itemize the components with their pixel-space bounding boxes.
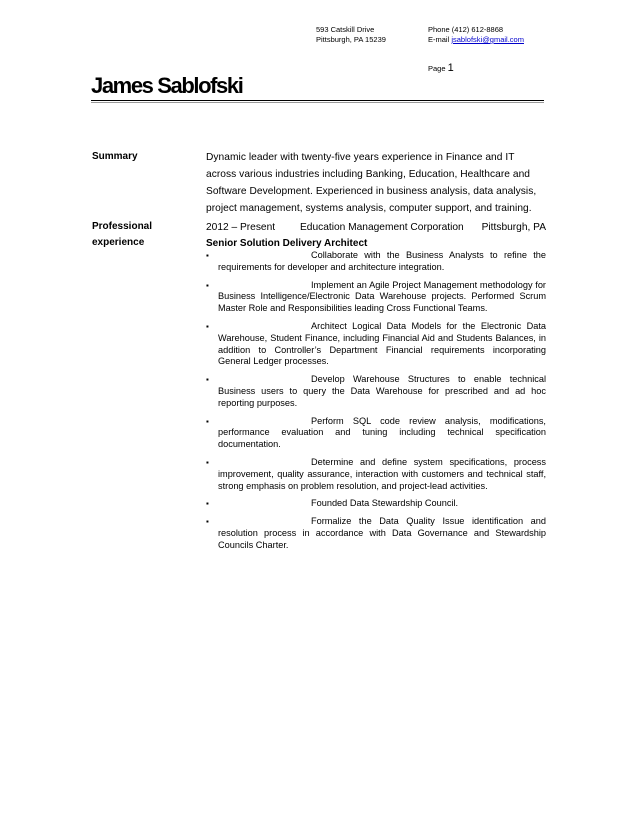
bullet-icon: ▪ [206,375,209,385]
bullet-icon: ▪ [206,499,209,509]
bullet-text: Develop Warehouse Structures to enable technical Business users to query the Data Warehouse for prescribed and ad hoc reporting purposes. [218,374,546,408]
page-number: 1 [447,62,454,74]
phone-line: Phone (412) 612-8868 [428,25,504,34]
email-line [428,35,524,45]
job-title: Senior Solution Delivery Architect [206,238,368,249]
bullet-text: Perform SQL code review analysis, modifications, performance evaluation and tuning including technical specification documentation. [218,415,546,450]
list-item [206,321,546,368]
address-block [316,25,386,45]
job-bullet-list [206,250,546,558]
job-company: Education Management Corporation [300,222,464,233]
bullet-icon: ▪ [206,251,209,260]
experience-heading-line2: experience [92,237,145,248]
list-item [206,280,546,315]
address-line-1: 593 Catskill Drive [316,25,375,34]
list-item [206,498,546,510]
header-divider [91,100,544,101]
bullet-text: Formalize the Data Quality Issue identification and resolution process in accordance with Data Governance and Stewardship Councils Charter. [218,516,546,550]
list-item [206,516,546,551]
summary-heading: Summary [92,151,138,162]
list-item [206,374,546,409]
list-item [206,250,546,274]
email-link[interactable]: jsablofski@gmail.com [451,35,524,44]
bullet-icon: ▪ [206,280,209,290]
list-item [206,457,546,492]
candidate-name: James Sablofski [91,73,243,98]
page-label: Page [428,64,448,73]
list-item [206,416,546,451]
bullet-text: Implement an Agile Project Management methodology for Business Intelligence/Electronic Data Warehouse projects. Performed Scrum Master Role and Responsibilities leading Cross Functional Teams. [218,279,546,314]
email-label: E-mail [428,35,452,44]
bullet-text: Collaborate with the Business Analysts to refine the requirements for developer and architecture integration. [218,250,546,272]
job-location: Pittsburgh, PA [481,222,546,233]
address-line-2: Pittsburgh, PA 15239 [316,35,386,44]
bullet-text: Determine and define system specifications, process improvement, quality assurance, interaction with customers and technical staff, strong emphasis on problem resolution, and project-lead activities. [218,456,546,491]
experience-heading-line1: Professional [92,221,153,232]
bullet-icon: ▪ [206,416,209,426]
bullet-icon: ▪ [206,457,209,467]
job-dates: 2012 – Present [206,222,276,233]
summary-text: Dynamic leader with twenty-five years experience in Finance and IT across various industries including Banking, Education, Healthcare and Software Development. Experienced in business analysis, data analysis, project management, systems analysis, computer support, and training. [206,152,537,214]
bullet-text: Architect Logical Data Models for the Electronic Data Warehouse, Student Finance, including Financial Aid and Students Balances, in addition to Controller’s Department Financial requirements incorporating General Ledger processes. [218,320,546,367]
header-divider-shadow [91,102,544,103]
page-indicator [428,62,454,75]
bullet-text: Founded Data Stewardship Council. [311,498,459,509]
bullet-icon: ▪ [206,321,209,331]
contact-block [428,25,524,45]
bullet-icon: ▪ [206,517,209,527]
